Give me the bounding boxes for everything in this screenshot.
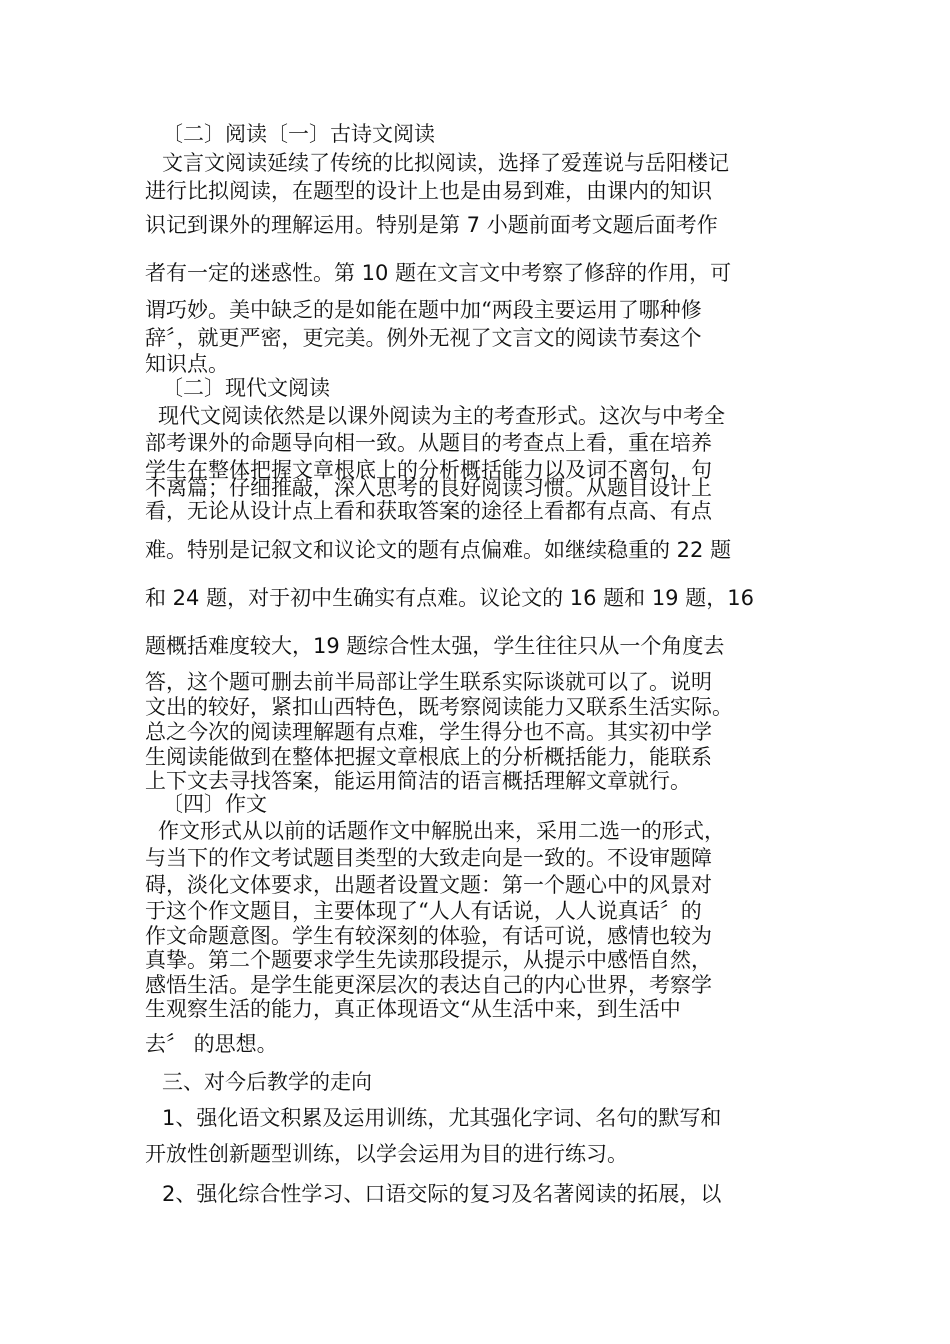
- paragraph-line: 看，无论从设计点上看和获取答案的途径上看都有点高、有点: [145, 499, 712, 523]
- heading-ancient-poetry-reading: 〔二〕阅读〔一〕古诗文阅读: [162, 122, 435, 146]
- paragraph-line: 进行比拟阅读，在题型的设计上也是由易到难，由课内的知识: [145, 179, 712, 203]
- paragraph-line: 生阅读能做到在整体把握文章根底上的分析概括能力，能联系: [145, 745, 712, 769]
- list-item-2: 2、强化综合性学习、口语交际的复习及名著阅读的拓展，以: [162, 1182, 722, 1206]
- paragraph-line: 与当下的作文考试题目类型的大致走向是一致的。不设审题障: [145, 846, 712, 870]
- paragraph-line: 辞〞，就更严密，更完美。例外无视了文言文的阅读节奏这个: [145, 326, 702, 350]
- paragraph-line: 作文命题意图。学生有较深刻的体验，有话可说，感情也较为: [145, 924, 712, 948]
- paragraph-line: 于这个作文题目，主要体现了“人人有话说，人人说真话〞的: [145, 899, 702, 923]
- paragraph-line: 总之今次的阅读理解题有点难，学生得分也不高。其实初中学: [145, 720, 712, 744]
- list-item-1: 1、强化语文积累及运用训练，尤其强化字词、名句的默写和: [162, 1106, 722, 1130]
- paragraph-line: 知识点。: [145, 352, 229, 376]
- paragraph-line: 上下文去寻找答案，能运用简洁的语言概括理解文章就行。: [145, 769, 691, 793]
- paragraph-line: 答，这个题可删去前半局部让学生联系实际谈就可以了。说明: [145, 670, 712, 694]
- paragraph-line: 感悟生活。是学生能更深层次的表达自己的内心世界，考察学: [145, 973, 712, 997]
- list-item-1-continued: 开放性创新题型训练，以学会运用为目的进行练习。: [145, 1142, 628, 1166]
- paragraph-line: 谓巧妙。美中缺乏的是如能在题中加“两段主要运用了哪种修: [145, 298, 702, 322]
- heading-teaching-direction: 三、对今后教学的走向: [162, 1070, 372, 1094]
- paragraph-line: 和 24 题，对于初中生确实有点难。议论文的 16 题和 19 题，16: [145, 586, 754, 610]
- paragraph-line: 部考课外的命题导向相一致。从题目的考查点上看，重在培养: [145, 431, 712, 455]
- paragraph-line: 生观察生活的能力，真正体现语文“从生活中来，到生活中: [145, 997, 681, 1021]
- paragraph-line: 去〞 的思想。: [145, 1032, 278, 1056]
- paragraph-line: 现代文阅读依然是以课外阅读为主的考查形式。这次与中考全: [158, 404, 725, 428]
- paragraph-line: 真挚。第二个题要求学生先读那段提示，从提示中感悟自然，: [145, 948, 712, 972]
- paragraph-line: 难。特别是记叙文和议论文的题有点偏难。如继续稳重的 22 题: [145, 538, 732, 562]
- paragraph-line: 碍，淡化文体要求，出题者设置文题：第一个题心中的风景对: [145, 873, 712, 897]
- paragraph-line: 不离篇；仔细推敲，深入思考的良好阅读习惯。从题目设计上: [145, 476, 712, 500]
- paragraph-line: 文出的较好，紧扣山西特色，既考察阅读能力又联系生活实际。: [145, 695, 733, 719]
- paragraph-line: 题概括难度较大，19 题综合性太强，学生往往只从一个角度去: [145, 634, 725, 658]
- paragraph-line: 者有一定的迷惑性。第 10 题在文言文中考察了修辞的作用，可: [145, 261, 732, 285]
- paragraph-line: 作文形式从以前的话题作文中解脱出来，采用二选一的形式，: [158, 819, 725, 843]
- heading-modern-reading: 〔二〕现代文阅读: [162, 376, 330, 400]
- paragraph-line: 识记到课外的理解运用。特别是第 7 小题前面考文题后面考作: [145, 213, 718, 237]
- paragraph-line: 学生在整体把握文章根底上的分析概括能力以及词不离句，句: [145, 458, 712, 482]
- heading-composition: 〔四〕作文: [162, 792, 267, 816]
- paragraph-line: 文言文阅读延续了传统的比拟阅读，选择了爱莲说与岳阳楼记: [162, 151, 729, 175]
